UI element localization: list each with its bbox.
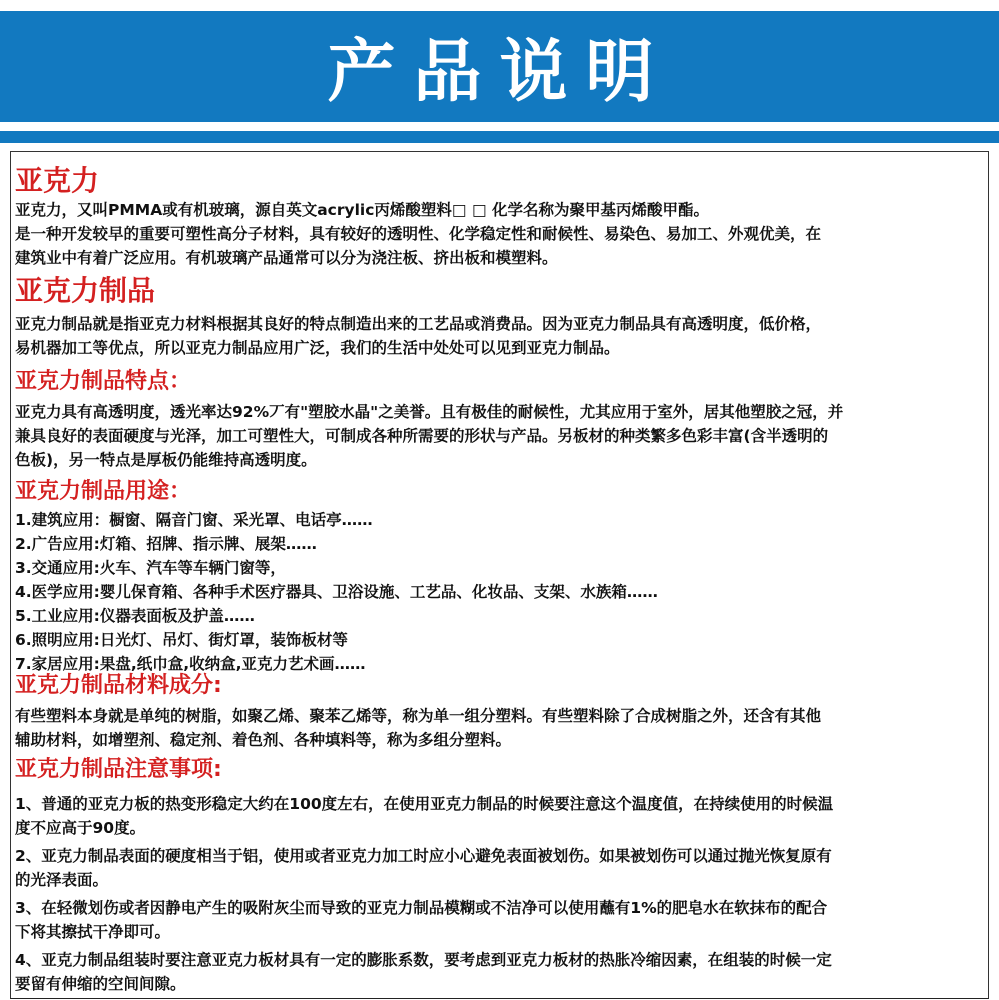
section-materials <box>15 672 821 752</box>
list-item: 3.交通应用:火车、汽车等车辆门窗等， <box>15 559 286 577</box>
section-acrylic <box>15 164 821 270</box>
paragraph-line: 是一种开发较早的重要可塑性高分子材料，具有较好的透明性、化学稳定性和耐候性、易染色、易加工、外观优美，在 <box>15 225 822 243</box>
section-heading: 亚克力制品注意事项: <box>15 757 222 782</box>
list-item: 4.医学应用:婴儿保育箱、各种手术医疗器具、卫浴设施、工艺品、化妆品、支架、水族箱…… <box>15 583 658 601</box>
list-item: 6.照明应用:日光灯、吊灯、街灯罩，装饰板材等 <box>15 631 348 649</box>
paragraph-line: 1、普通的亚克力板的热变形稳定大约在100度左右，在使用亚克力制品的时候要注意这个温度值，在持续使用的时候温 <box>15 795 834 813</box>
list-item: 7.家居应用:果盘,纸巾盒,收纳盒,亚克力艺术画…… <box>15 655 366 673</box>
list-item: 5.工业应用:仪器表面板及护盖…… <box>15 607 255 625</box>
paragraph-line: 亚克力制品就是指亚克力材料根据其良好的特点制造出来的工艺品或消费品。因为亚克力制品具有高透明度，低价格， <box>15 315 822 333</box>
paragraph-line: 有些塑料本身就是单纯的树脂，如聚乙烯、聚苯乙烯等，称为单一组分塑料。有些塑料除了合成树脂之外，还含有其他 <box>15 707 822 725</box>
section-products <box>15 274 821 360</box>
section-heading: 亚克力制品材料成分: <box>15 673 222 698</box>
paragraph-line: 亚克力，又叫PMMA或有机玻璃，源自英文acrylic丙烯酸塑料□ □ 化学名称为聚甲基丙烯酸甲酯。 <box>15 201 709 219</box>
section-uses <box>15 478 658 676</box>
list-item: 2.广告应用:灯箱、招牌、指示牌、展架…… <box>15 535 317 553</box>
paragraph-line: 4、亚克力制品组装时要注意亚克力板材具有一定的膨胀系数，要考虑到亚克力板材的热胀冷缩因素，在组装的时候一定 <box>15 951 832 969</box>
header-band <box>0 0 999 151</box>
paragraph-line: 要留有伸缩的空间间隙。 <box>15 975 186 993</box>
paragraph-line: 建筑业中有着广泛应用。有机玻璃产品通常可以分为浇注板、挤出板和模塑料。 <box>15 249 558 267</box>
section-heading: 亚克力制品用途： <box>15 479 192 504</box>
content-panel <box>10 151 989 999</box>
paragraph-line: 亚克力具有高透明度，透光率达92%丆有"塑胶水晶"之美誉。且有极佳的耐候性，尤其应用于室外，居其他塑胶之冠，并 <box>15 403 844 421</box>
paragraph-line: 色板)，另一特点是厚板仍能维持高透明度。 <box>15 451 317 469</box>
paragraph-line: 3、在轻微划伤或者因静电产生的吸附灰尘而导致的亚克力制品模糊或不洁净可以使用蘸有1%的肥皂水在软抹布的配合 <box>15 899 828 917</box>
paragraph-line: 易机器加工等优点，所以亚克力制品应用广泛，我们的生活中处处可以见到亚克力制品。 <box>15 339 620 357</box>
paragraph-line: 度不应高于90度。 <box>15 819 146 837</box>
paragraph-line: 的光泽表面。 <box>15 871 109 889</box>
paragraph-line: 兼具良好的表面硬度与光泽，加工可塑性大，可制成各种所需要的形状与产品。另板材的种类繁多色彩丰富(含半透明的 <box>15 427 829 445</box>
paragraph-line: 下将其擦拭干净即可。 <box>15 923 171 941</box>
section-features <box>15 368 843 472</box>
paragraph-line: 2、亚克力制品表面的硬度相当于铝，使用或者亚克力加工时应小心避免表面被划伤。如果被划伤可以通过抛光恢复原有 <box>15 847 832 865</box>
section-heading: 亚克力制品特点： <box>15 369 192 394</box>
section-heading: 亚克力 <box>15 164 100 197</box>
header-stripe <box>0 131 999 143</box>
paragraph-line: 辅助材料，如增塑剂、稳定剂、着色剂、各种填料等，称为多组分塑料。 <box>15 731 512 749</box>
page-title: 产品说明 <box>327 33 672 112</box>
section-notes <box>15 756 833 996</box>
section-heading: 亚克力制品 <box>15 274 156 307</box>
list-item: 1.建筑应用：橱窗、隔音门窗、采光罩、电话亭…… <box>15 511 373 529</box>
